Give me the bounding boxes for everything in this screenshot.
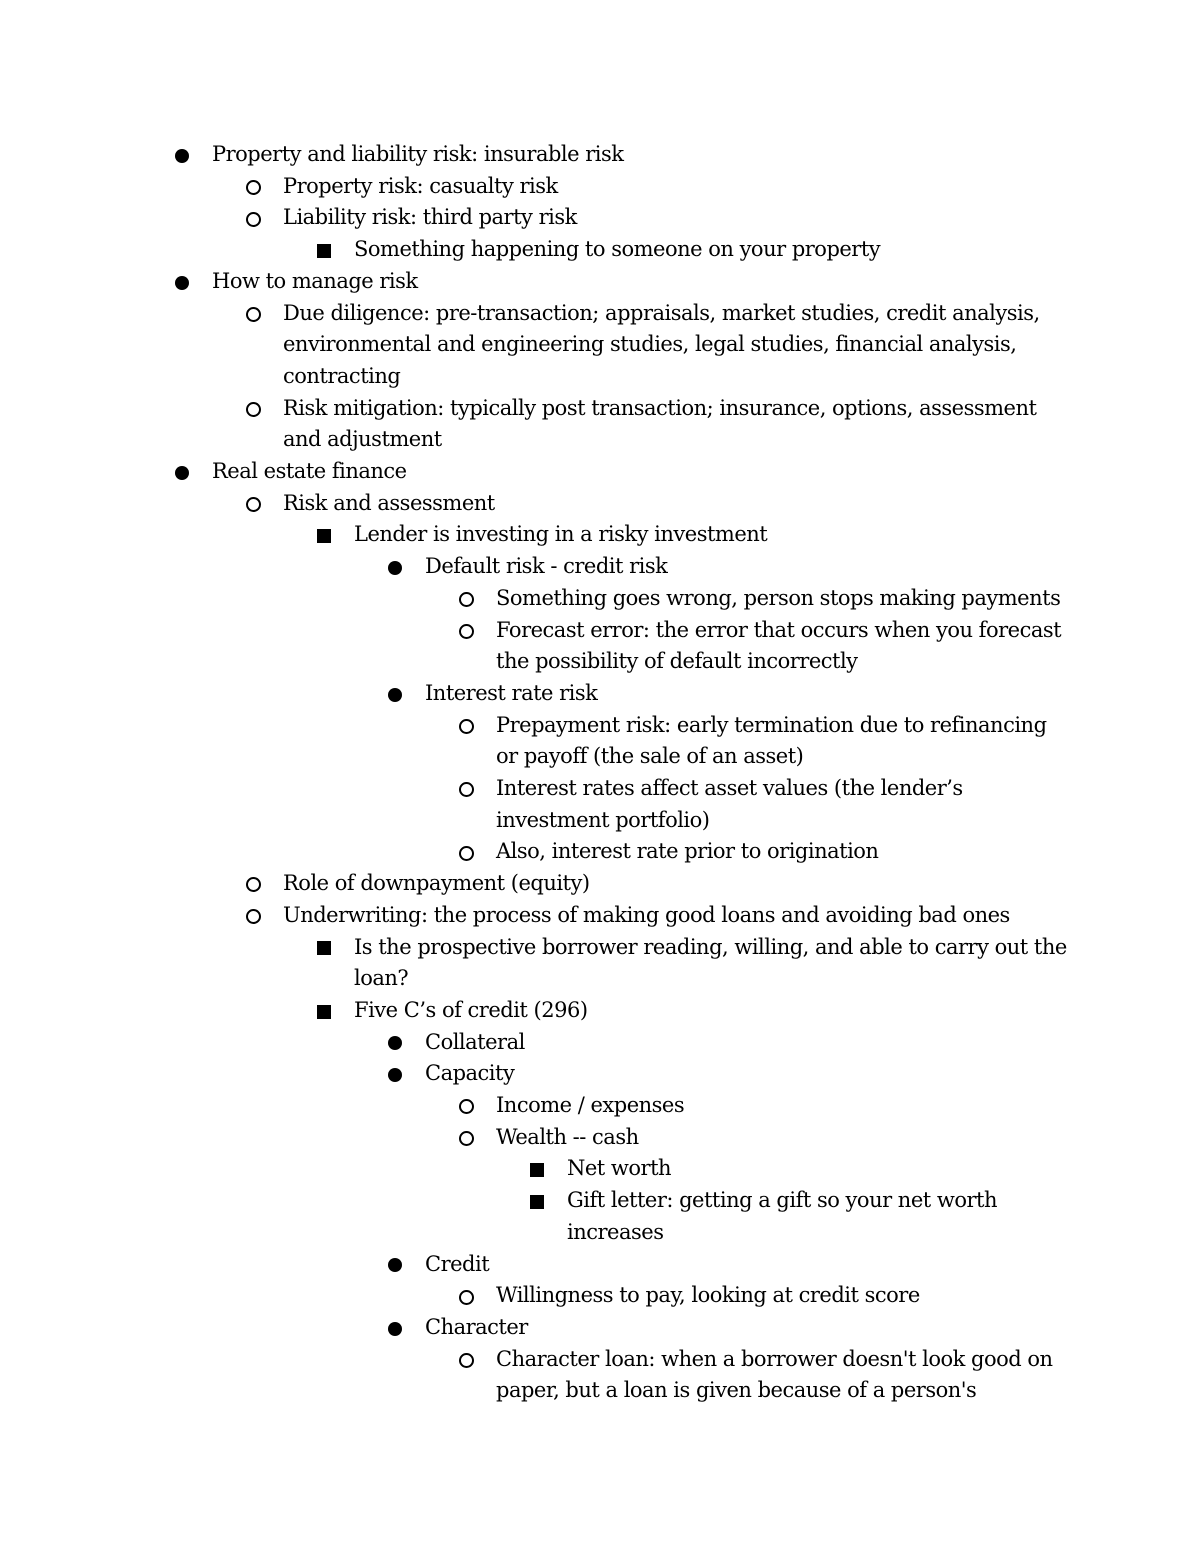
square-bullet-icon: [317, 941, 331, 955]
outline-item-text: Five C’s of credit (296): [354, 997, 588, 1022]
outline-item-text: Risk mitigation: typically post transaction; insurance, options, assessment: [283, 395, 1037, 420]
outline-item-text: Property and liability risk: insurable risk: [212, 142, 624, 166]
circle-bullet-icon: [246, 877, 261, 892]
outline-item-text: Also, interest rate prior to origination: [496, 839, 879, 864]
outline-item-text: Collateral: [425, 1029, 525, 1054]
disc-bullet-icon: [388, 1036, 402, 1050]
circle-bullet-icon: [459, 592, 474, 607]
disc-bullet-icon: [175, 466, 189, 480]
outline-item-text: contracting: [283, 363, 401, 388]
outline-item-text: or payoff (the sale of an asset): [496, 744, 804, 769]
outline-item-text: Something goes wrong, person stops making payments: [496, 585, 1061, 610]
circle-bullet-icon: [246, 180, 261, 195]
circle-bullet-icon: [246, 212, 261, 227]
outline-item-text: Forecast error: the error that occurs when you forecast: [496, 617, 1062, 642]
outline-item-text: Gift letter: getting a gift so your net worth: [567, 1188, 997, 1213]
outline-item-text: Role of downpayment (equity): [283, 871, 590, 896]
outline-item-text: investment portfolio): [496, 807, 710, 832]
disc-bullet-icon: [388, 1322, 402, 1336]
outline-item-text: Income / expenses: [496, 1093, 685, 1117]
outline-item-text: Lender is investing in a risky investment: [354, 522, 768, 547]
outline-item-text: Property risk: casualty risk: [283, 173, 558, 198]
outline-item-text: and adjustment: [283, 427, 442, 452]
outline-item-text: Default risk - credit risk: [425, 554, 668, 579]
circle-bullet-icon: [459, 1353, 474, 1368]
circle-bullet-icon: [459, 782, 474, 797]
outline-item-text: Risk and assessment: [283, 490, 495, 515]
outline-item-text: Underwriting: the process of making good loans and avoiding bad ones: [283, 902, 1010, 927]
circle-bullet-icon: [459, 624, 474, 639]
outline-item-text: Interest rate risk: [425, 680, 598, 705]
circle-bullet-icon: [459, 846, 474, 861]
circle-bullet-icon: [459, 1290, 474, 1305]
outline-item-text: Character loan: when a borrower doesn't look good on: [496, 1346, 1053, 1371]
square-bullet-icon: [317, 529, 331, 543]
disc-bullet-icon: [388, 1068, 402, 1082]
outline-item-text: How to manage risk: [212, 268, 418, 293]
outline-item-text: Capacity: [425, 1061, 515, 1086]
outline-item-text: Interest rates affect asset values (the lender’s: [496, 776, 963, 800]
disc-bullet-icon: [388, 1258, 402, 1272]
outline-item-text: Is the prospective borrower reading, willing, and able to carry out the: [354, 934, 1067, 959]
disc-bullet-icon: [388, 688, 402, 702]
outline-item-text: Prepayment risk: early termination due to refinancing: [496, 712, 1047, 737]
outline-item-text: paper, but a loan is given because of a person's: [496, 1378, 977, 1403]
circle-bullet-icon: [459, 1131, 474, 1146]
disc-bullet-icon: [175, 149, 189, 163]
disc-bullet-icon: [175, 276, 189, 290]
outline-item-text: Due diligence: pre-transaction; appraisals, market studies, credit analysis,: [283, 300, 1040, 325]
circle-bullet-icon: [246, 909, 261, 924]
outline-item-text: Something happening to someone on your property: [354, 237, 881, 262]
outline-item-text: Net worth: [567, 1156, 672, 1181]
circle-bullet-icon: [246, 307, 261, 322]
outline-item-text: Wealth -- cash: [496, 1124, 639, 1149]
square-bullet-icon: [317, 1005, 331, 1019]
outline-item-text: Character: [425, 1314, 528, 1339]
outline-item-text: Liability risk: third party risk: [283, 205, 577, 230]
circle-bullet-icon: [459, 719, 474, 734]
square-bullet-icon: [530, 1195, 544, 1209]
outline-item-text: environmental and engineering studies, legal studies, financial analysis,: [283, 332, 1017, 357]
circle-bullet-icon: [459, 1099, 474, 1114]
square-bullet-icon: [317, 244, 331, 258]
outline-item-text: loan?: [354, 966, 409, 991]
outline-item-text: Real estate finance: [212, 459, 407, 483]
circle-bullet-icon: [246, 497, 261, 512]
outline-item-text: increases: [567, 1219, 664, 1244]
outline-item-text: Credit: [425, 1251, 490, 1276]
outline-item-text: the possibility of default incorrectly: [496, 649, 858, 674]
outline-item-text: Willingness to pay, looking at credit score: [496, 1283, 920, 1308]
circle-bullet-icon: [246, 402, 261, 417]
square-bullet-icon: [530, 1163, 544, 1177]
disc-bullet-icon: [388, 561, 402, 575]
